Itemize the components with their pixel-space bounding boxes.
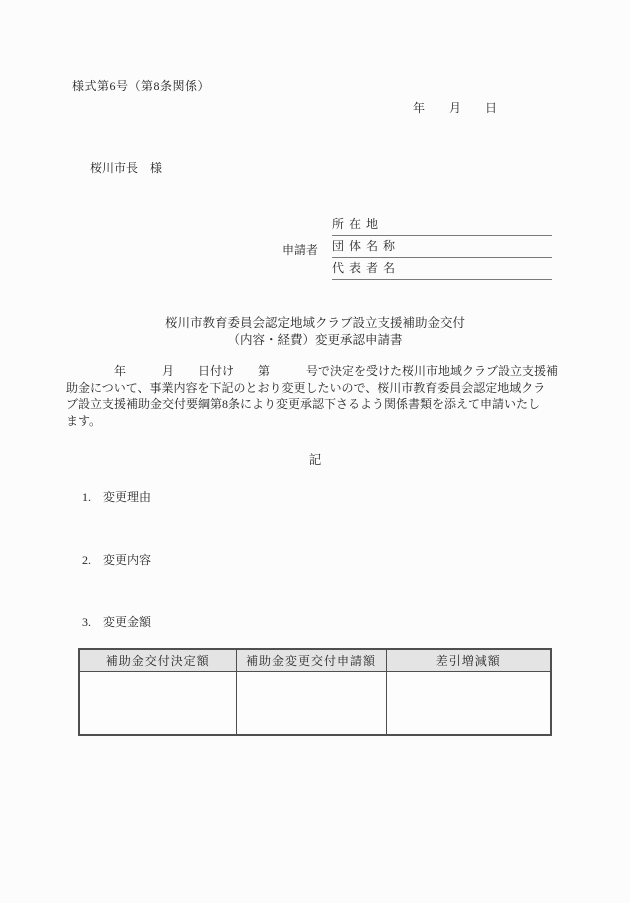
body-line: ブ設立支援補助金交付要綱第8条により変更承認下さるよう関係書類を添えて申請いたし — [66, 397, 541, 411]
field-organization-name-label: 団 体 名 称 — [332, 239, 397, 253]
body-line: 助金について、事業内容を下記のとおり変更したいので、桜川市教育委員会認定地域クラ — [66, 380, 546, 395]
header-change-application-amount: 補助金変更交付申請額 — [236, 649, 386, 672]
field-representative-name — [332, 258, 552, 280]
section-marker: 記 — [308, 453, 322, 467]
body-line: ます。 — [66, 413, 102, 428]
cell-change-application-amount — [236, 672, 386, 736]
field-representative-name-label: 代 表 者 名 — [332, 261, 397, 275]
applicant-fields — [332, 214, 552, 280]
amount-table — [78, 648, 552, 736]
applicant-label: 申請者 — [282, 243, 319, 257]
header-decided-amount: 補助金交付決定額 — [79, 649, 236, 672]
list-item-change-content: 2. 変更内容 — [82, 553, 152, 567]
amount-table-body-row — [79, 672, 551, 736]
amount-table-header-row — [79, 649, 551, 672]
field-address-label: 所 在 地 — [332, 217, 380, 231]
field-organization-name — [332, 236, 552, 258]
cell-difference-amount — [386, 672, 551, 736]
form-code: 様式第6号（第8条関係） — [72, 79, 211, 93]
document-title — [0, 315, 630, 349]
field-address — [332, 214, 552, 236]
list-item-change-reason: 1. 変更理由 — [82, 490, 152, 504]
document-title-line1: 桜川市教育委員会認定地域クラブ設立支援補助金交付 — [164, 316, 465, 330]
addressee: 桜川市長 様 — [90, 161, 163, 175]
cell-decided-amount — [79, 672, 236, 736]
header-difference-amount: 差引増減額 — [386, 649, 551, 672]
body-line: 年 月 日付け 第 号で決定を受けた桜川市地域クラブ設立支援補 — [66, 364, 559, 378]
list-item-change-amount: 3. 変更金額 — [82, 615, 152, 629]
date-placeholder: 年 月 日 — [413, 101, 498, 115]
body-paragraph — [66, 363, 568, 429]
document-title-line2: （内容・経費）変更承認申請書 — [227, 333, 403, 347]
